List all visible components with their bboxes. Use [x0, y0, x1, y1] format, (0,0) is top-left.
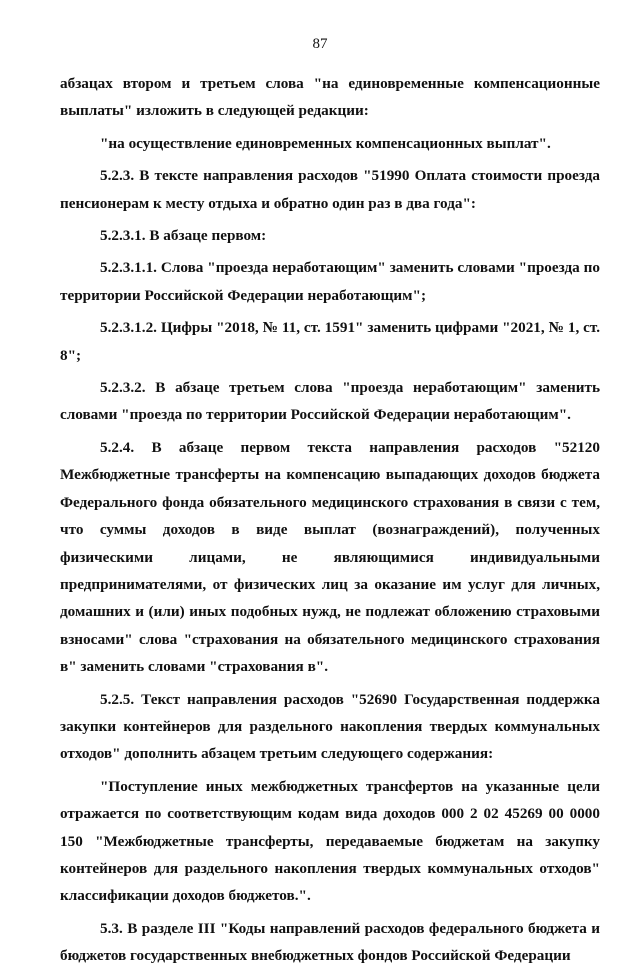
paragraph-5-2-3-1-2: 5.2.3.1.2. Цифры "2018, № 11, ст. 1591" заменить цифрами "2021, № 1, ст. 8";	[60, 319, 600, 364]
paragraph-5-2-5: 5.2.5. Текст направления расходов "52690 Государственная поддержка закупки контейнеров для раздельного накопления твердых коммунальных отходов" дополнить абзацем третьим следующего содержания:	[60, 690, 600, 763]
paragraph-5-2-3-2: 5.2.3.2. В абзаце третьем слова "проезда неработающим" заменить словами "проезда по территории Российской Федерации неработающим".	[60, 379, 600, 424]
paragraph-5-3: 5.3. В разделе III "Коды направлений расходов федерального бюджета и бюджетов государственных внебюджетных фондов Российской Федерации	[60, 919, 600, 965]
page-number: 87	[312, 36, 328, 52]
paragraph-third-abzac-text: "Поступление иных межбюджетных трансфертов на указанные цели отражается по соответствующим кодам вида доходов 000 2 02 45269 00 0000 150 "Межбюджетные трансферты, передаваемые бюджетам на закупку контейнеров для раздельного накопления твердых коммунальных отходов" классификации доходов бюджетов.".	[60, 777, 600, 905]
paragraph-5-2-3-1-1: 5.2.3.1.1. Слова "проезда неработающим" заменить словами "проезда по территории Российской Федерации неработающим";	[60, 259, 600, 304]
paragraph-continuation: абзацах втором и третьем слова "на единовременные компенсационные выплаты" изложить в следующей редакции:	[60, 75, 600, 120]
document-body	[60, 70, 600, 975]
paragraph-5-2-4: 5.2.4. В абзаце первом текста направления расходов "52120 Межбюджетные трансферты на компенсацию выпадающих доходов бюджета Федерального фонда обязательного медицинского страхования в связи с тем, что суммы доходов в виде выплат (вознаграждений), полученных физическими лицами, не являющимися индивидуальными предпринимателями, от физических лиц за оказание им услуг для личных, домашних и (или) иных подобных нужд, не подлежат обложению страховыми взносами" слова "страхования на обязательного медицинского страхования в" заменить словами "страхования в".	[60, 438, 600, 676]
paragraph-new-wording: "на осуществление единовременных компенсационных выплат".	[100, 134, 551, 152]
paragraph-5-2-3: 5.2.3. В тексте направления расходов "51990 Оплата стоимости проезда пенсионерам к месту отдыха и обратно один раз в два года":	[60, 167, 600, 212]
paragraph-5-2-3-1: 5.2.3.1. В абзаце первом:	[100, 227, 267, 245]
